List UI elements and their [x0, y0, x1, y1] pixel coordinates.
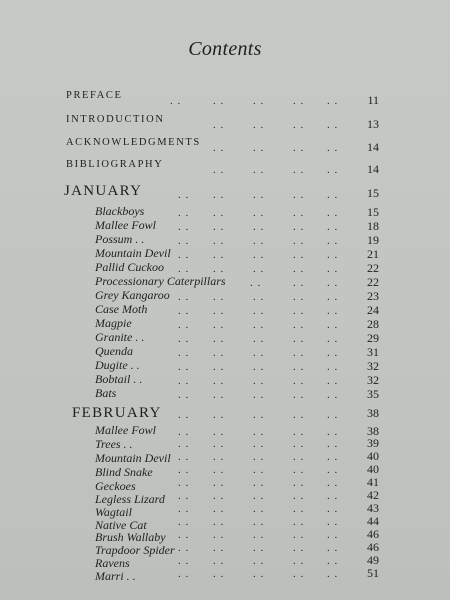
dot-leader: . . — [213, 291, 225, 303]
dot-leader: . . — [213, 119, 225, 131]
toc-entry: Brush Wallaby — [95, 530, 166, 544]
dot-leader: . . — [293, 319, 305, 331]
toc-entry: Case Moth — [95, 302, 148, 316]
dot-leader: . . — [327, 142, 339, 154]
dot-leader: . . — [213, 142, 225, 154]
dot-leader: . . — [213, 490, 225, 502]
dot-leader: . . — [178, 529, 190, 541]
dot-leader: . . — [213, 375, 225, 387]
page-number: 19 — [367, 233, 379, 247]
dot-leader: . . — [253, 375, 265, 387]
dot-leader: . . — [253, 347, 265, 359]
toc-entry-acknowledgments: ACKNOWLEDGMENTS — [66, 137, 201, 148]
page-number: 31 — [367, 345, 379, 359]
dot-leader: . . — [293, 426, 305, 438]
dot-leader: . . — [213, 477, 225, 489]
dot-leader: . . — [213, 347, 225, 359]
dot-leader: . . — [213, 426, 225, 438]
dot-leader: . . — [178, 490, 190, 502]
dot-leader: . . — [293, 347, 305, 359]
page-number: 15 — [367, 205, 379, 219]
toc-entry: Magpie — [95, 316, 132, 330]
dot-leader: . . — [213, 319, 225, 331]
toc-entry: Possum . . — [95, 232, 145, 246]
dot-leader: . . — [293, 375, 305, 387]
dot-leader: . . — [253, 516, 265, 528]
dot-leader: . . — [253, 464, 265, 476]
dot-leader: . . — [178, 409, 190, 421]
dot-leader: . . — [293, 119, 305, 131]
dot-leader: . . — [327, 221, 339, 233]
dot-leader: . . — [213, 503, 225, 515]
toc-entry: Mountain Devil — [95, 451, 171, 465]
page-number: 40 — [367, 462, 379, 476]
toc-entry: Mallee Fowl — [95, 218, 156, 232]
dot-leader: . . — [327, 490, 339, 502]
dot-leader: . . — [327, 119, 339, 131]
toc-entry: Legless Lizard — [95, 492, 165, 506]
page-number: 51 — [367, 566, 379, 580]
dot-leader: . . — [327, 389, 339, 401]
dot-leader: . . — [293, 142, 305, 154]
page-number: 41 — [367, 475, 379, 489]
dot-leader: . . — [327, 95, 339, 107]
dot-leader: . . — [293, 164, 305, 176]
toc-entry: Pallid Cuckoo — [95, 260, 164, 274]
toc-entry: Mallee Fowl — [95, 423, 156, 437]
dot-leader: . . — [213, 409, 225, 421]
dot-leader: . . — [327, 277, 339, 289]
page-number: 39 — [367, 436, 379, 450]
dot-leader: . . — [213, 438, 225, 450]
dot-leader: . . — [170, 95, 182, 107]
dot-leader: . . — [293, 451, 305, 463]
page-number: 22 — [367, 261, 379, 275]
dot-leader: . . — [293, 333, 305, 345]
dot-leader: . . — [327, 409, 339, 421]
toc-entry-introduction: INTRODUCTION — [66, 114, 165, 125]
dot-leader: . . — [213, 189, 225, 201]
dot-leader: . . — [327, 291, 339, 303]
dot-leader: . . — [253, 333, 265, 345]
dot-leader: . . — [327, 568, 339, 580]
dot-leader: . . — [327, 207, 339, 219]
dot-leader: . . — [213, 389, 225, 401]
dot-leader: . . — [213, 207, 225, 219]
dot-leader: . . — [327, 164, 339, 176]
dot-leader: . . — [327, 516, 339, 528]
page-number: 22 — [367, 275, 379, 289]
dot-leader: . . — [293, 464, 305, 476]
dot-leader: . . — [213, 95, 225, 107]
dot-leader: . . — [178, 555, 190, 567]
dot-leader: . . — [178, 389, 190, 401]
dot-leader: . . — [327, 361, 339, 373]
dot-leader: . . — [293, 389, 305, 401]
toc-entry: Mountain Devil — [95, 246, 171, 260]
dot-leader: . . — [178, 361, 190, 373]
dot-leader: . . — [293, 277, 305, 289]
dot-leader: . . — [213, 529, 225, 541]
dot-leader: . . — [253, 389, 265, 401]
dot-leader: . . — [253, 542, 265, 554]
dot-leader: . . — [178, 305, 190, 317]
toc-entry: Marri . . — [95, 569, 136, 583]
toc-entry-preface: PREFACE — [66, 90, 123, 101]
toc-entry: Granite . . — [95, 330, 145, 344]
dot-leader: . . — [178, 451, 190, 463]
dot-leader: . . — [293, 221, 305, 233]
dot-leader: . . — [253, 207, 265, 219]
dot-leader: . . — [253, 477, 265, 489]
dot-leader: . . — [213, 305, 225, 317]
page-title: Contents — [188, 38, 262, 60]
page-number: 46 — [367, 540, 379, 554]
dot-leader: . . — [293, 568, 305, 580]
dot-leader: . . — [213, 235, 225, 247]
toc-entry: Bobtail . . — [95, 372, 143, 386]
dot-leader: . . — [253, 319, 265, 331]
page-number: 21 — [367, 247, 379, 261]
dot-leader: . . — [213, 221, 225, 233]
dot-leader: . . — [253, 503, 265, 515]
toc-entry: Trapdoor Spider — [95, 543, 175, 557]
page-number: 14 — [367, 140, 379, 154]
dot-leader: . . — [178, 438, 190, 450]
dot-leader: . . — [327, 503, 339, 515]
dot-leader: . . — [253, 438, 265, 450]
dot-leader: . . — [293, 503, 305, 515]
page-number: 44 — [367, 514, 379, 528]
dot-leader: . . — [253, 119, 265, 131]
dot-leader: . . — [178, 207, 190, 219]
dot-leader: . . — [253, 361, 265, 373]
dot-leader: . . — [253, 490, 265, 502]
dot-leader: . . — [327, 319, 339, 331]
dot-leader: . . — [327, 542, 339, 554]
dot-leader: . . — [253, 142, 265, 154]
dot-leader: . . — [253, 263, 265, 275]
dot-leader: . . — [327, 333, 339, 345]
page-number: 23 — [367, 289, 379, 303]
dot-leader: . . — [178, 477, 190, 489]
dot-leader: . . — [293, 249, 305, 261]
toc-entry: Ravens — [95, 556, 130, 570]
section-heading-february: FEBRUARY — [72, 405, 162, 421]
toc-entry: Processionary Caterpillars — [95, 274, 226, 288]
dot-leader: . . — [327, 438, 339, 450]
dot-leader: . . — [213, 542, 225, 554]
page-number: 11 — [367, 93, 379, 107]
toc-entry-bibliography: BIBLIOGRAPHY — [66, 159, 164, 170]
toc-entry: Wagtail — [95, 505, 132, 519]
dot-leader: . . — [178, 568, 190, 580]
dot-leader: . . — [253, 451, 265, 463]
dot-leader: . . — [327, 426, 339, 438]
page-number: 38 — [367, 424, 379, 438]
dot-leader: . . — [293, 477, 305, 489]
dot-leader: . . — [327, 451, 339, 463]
dot-leader: . . — [250, 277, 262, 289]
dot-leader: . . — [178, 347, 190, 359]
toc-entry: Native Cat — [95, 518, 147, 532]
dot-leader: . . — [178, 516, 190, 528]
toc-entry: Geckoes — [95, 479, 136, 493]
toc-entry: Blackboys — [95, 204, 145, 218]
dot-leader: . . — [178, 221, 190, 233]
dot-leader: . . — [327, 249, 339, 261]
dot-leader: . . — [178, 235, 190, 247]
dot-leader: . . — [253, 568, 265, 580]
dot-leader: . . — [293, 189, 305, 201]
dot-leader: . . — [213, 555, 225, 567]
dot-leader: . . — [253, 221, 265, 233]
dot-leader: . . — [178, 319, 190, 331]
page-number: 32 — [367, 359, 379, 373]
toc-entry: Trees . . — [95, 437, 133, 451]
dot-leader: . . — [293, 235, 305, 247]
page-number: 13 — [367, 117, 379, 131]
dot-leader: . . — [253, 426, 265, 438]
page-number: 40 — [367, 449, 379, 463]
section-heading-january: JANUARY — [64, 183, 143, 199]
dot-leader: . . — [178, 333, 190, 345]
dot-leader: . . — [253, 305, 265, 317]
dot-leader: . . — [327, 375, 339, 387]
dot-leader: . . — [213, 361, 225, 373]
dot-leader: . . — [213, 516, 225, 528]
dot-leader: . . — [178, 263, 190, 275]
dot-leader: . . — [253, 235, 265, 247]
dot-leader: . . — [213, 249, 225, 261]
dot-leader: . . — [327, 464, 339, 476]
dot-leader: . . — [213, 451, 225, 463]
page-number: 28 — [367, 317, 379, 331]
dot-leader: . . — [178, 249, 190, 261]
dot-leader: . . — [293, 409, 305, 421]
dot-leader: . . — [293, 555, 305, 567]
dot-leader: . . — [178, 375, 190, 387]
page-number: 14 — [367, 162, 379, 176]
toc-entry: Grey Kangaroo — [95, 288, 170, 302]
dot-leader: . . — [293, 542, 305, 554]
page-number: 42 — [367, 488, 379, 502]
dot-leader: . . — [178, 189, 190, 201]
dot-leader: . . — [178, 464, 190, 476]
dot-leader: . . — [253, 164, 265, 176]
dot-leader: . . — [293, 305, 305, 317]
dot-leader: . . — [178, 542, 190, 554]
dot-leader: . . — [293, 490, 305, 502]
dot-leader: . . — [293, 263, 305, 275]
dot-leader: . . — [293, 95, 305, 107]
dot-leader: . . — [327, 305, 339, 317]
dot-leader: . . — [178, 426, 190, 438]
page-number: 49 — [367, 553, 379, 567]
dot-leader: . . — [253, 95, 265, 107]
dot-leader: . . — [327, 555, 339, 567]
dot-leader: . . — [293, 291, 305, 303]
dot-leader: . . — [213, 263, 225, 275]
dot-leader: . . — [327, 529, 339, 541]
dot-leader: . . — [213, 164, 225, 176]
page-number: 43 — [367, 501, 379, 515]
dot-leader: . . — [178, 503, 190, 515]
dot-leader: . . — [327, 347, 339, 359]
dot-leader: . . — [293, 516, 305, 528]
toc-entry: Dugite . . — [95, 358, 140, 372]
dot-leader: . . — [253, 291, 265, 303]
page-number: 29 — [367, 331, 379, 345]
page-number: 24 — [367, 303, 379, 317]
dot-leader: . . — [293, 361, 305, 373]
dot-leader: . . — [253, 529, 265, 541]
toc-entry: Blind Snake — [95, 465, 153, 479]
dot-leader: . . — [293, 438, 305, 450]
dot-leader: . . — [213, 568, 225, 580]
dot-leader: . . — [213, 464, 225, 476]
page-number: 32 — [367, 373, 379, 387]
page-number: 15 — [367, 186, 379, 200]
dot-leader: . . — [327, 235, 339, 247]
dot-leader: . . — [253, 409, 265, 421]
dot-leader: . . — [253, 249, 265, 261]
dot-leader: . . — [327, 263, 339, 275]
dot-leader: . . — [178, 291, 190, 303]
page-number: 46 — [367, 527, 379, 541]
dot-leader: . . — [293, 207, 305, 219]
page-number: 18 — [367, 219, 379, 233]
toc-entry: Quenda — [95, 344, 133, 358]
dot-leader: . . — [213, 333, 225, 345]
toc-entry: Bats — [95, 386, 117, 400]
dot-leader: . . — [293, 529, 305, 541]
page-number: 35 — [367, 387, 379, 401]
dot-leader: . . — [327, 189, 339, 201]
dot-leader: . . — [253, 555, 265, 567]
dot-leader: . . — [327, 477, 339, 489]
dot-leader: . . — [253, 189, 265, 201]
page-number: 38 — [367, 406, 379, 420]
